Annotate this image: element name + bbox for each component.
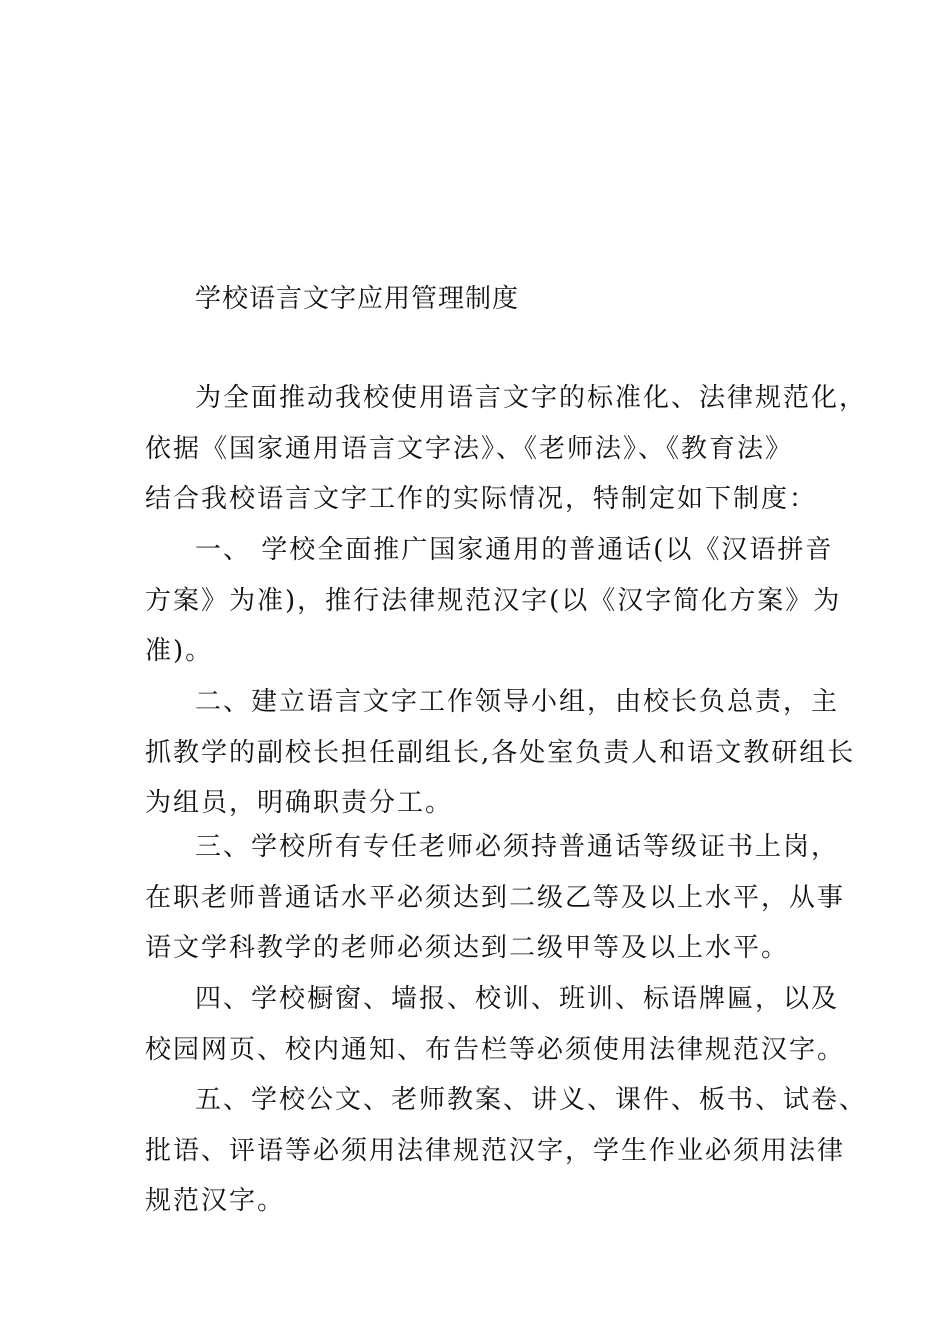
item3-line-3: 语文学科教学的老师必须达到二级甲等及以上水平。: [145, 933, 790, 963]
item1-line-1: 一、 学校全面推广国家通用的普通话(以《汉语拼音: [195, 535, 834, 565]
intro-line-3: 结合我校语言文字工作的实际情况，特制定如下制度：: [145, 484, 818, 514]
item5-line-3: 规范汉字。: [145, 1186, 286, 1216]
item3-line-1: 三、学校所有专任老师必须持普通话等级证书上岗，: [195, 832, 840, 862]
item1-line-2: 方案》为准)，推行法律规范汉字(以《汉字简化方案》为: [145, 586, 842, 616]
item5-line-1: 五、学校公文、老师教案、讲义、课件、板书、试卷、: [195, 1085, 868, 1115]
item2-line-2: 抓教学的副校长担任副组长,各处室负责人和语文教研组长: [145, 738, 856, 768]
item4-line-1: 四、学校橱窗、墙报、校训、班训、标语牌匾，以及: [195, 984, 840, 1014]
document-title: 学校语言文字应用管理制度: [195, 284, 520, 314]
item2-line-1: 二、建立语言文字工作领导小组，由校长负总责，主: [195, 687, 840, 717]
intro-line-2: 依据《国家通用语言文字法》、《老师法》、《教育法》: [145, 434, 794, 464]
intro-line-1: 为全面推动我校使用语言文字的标准化、法律规范化，: [195, 383, 868, 413]
item1-line-3: 准)。: [145, 636, 214, 666]
item5-line-2: 批语、评语等必须用法律规范汉字，学生作业必须用法律: [145, 1136, 846, 1166]
item2-line-3: 为组员，明确职责分工。: [145, 788, 454, 818]
item4-line-2: 校园网页、校内通知、布告栏等必须使用法律规范汉字。: [145, 1035, 846, 1065]
item3-line-2: 在职老师普通话水平必须达到二级乙等及以上水平，从事: [145, 883, 846, 913]
